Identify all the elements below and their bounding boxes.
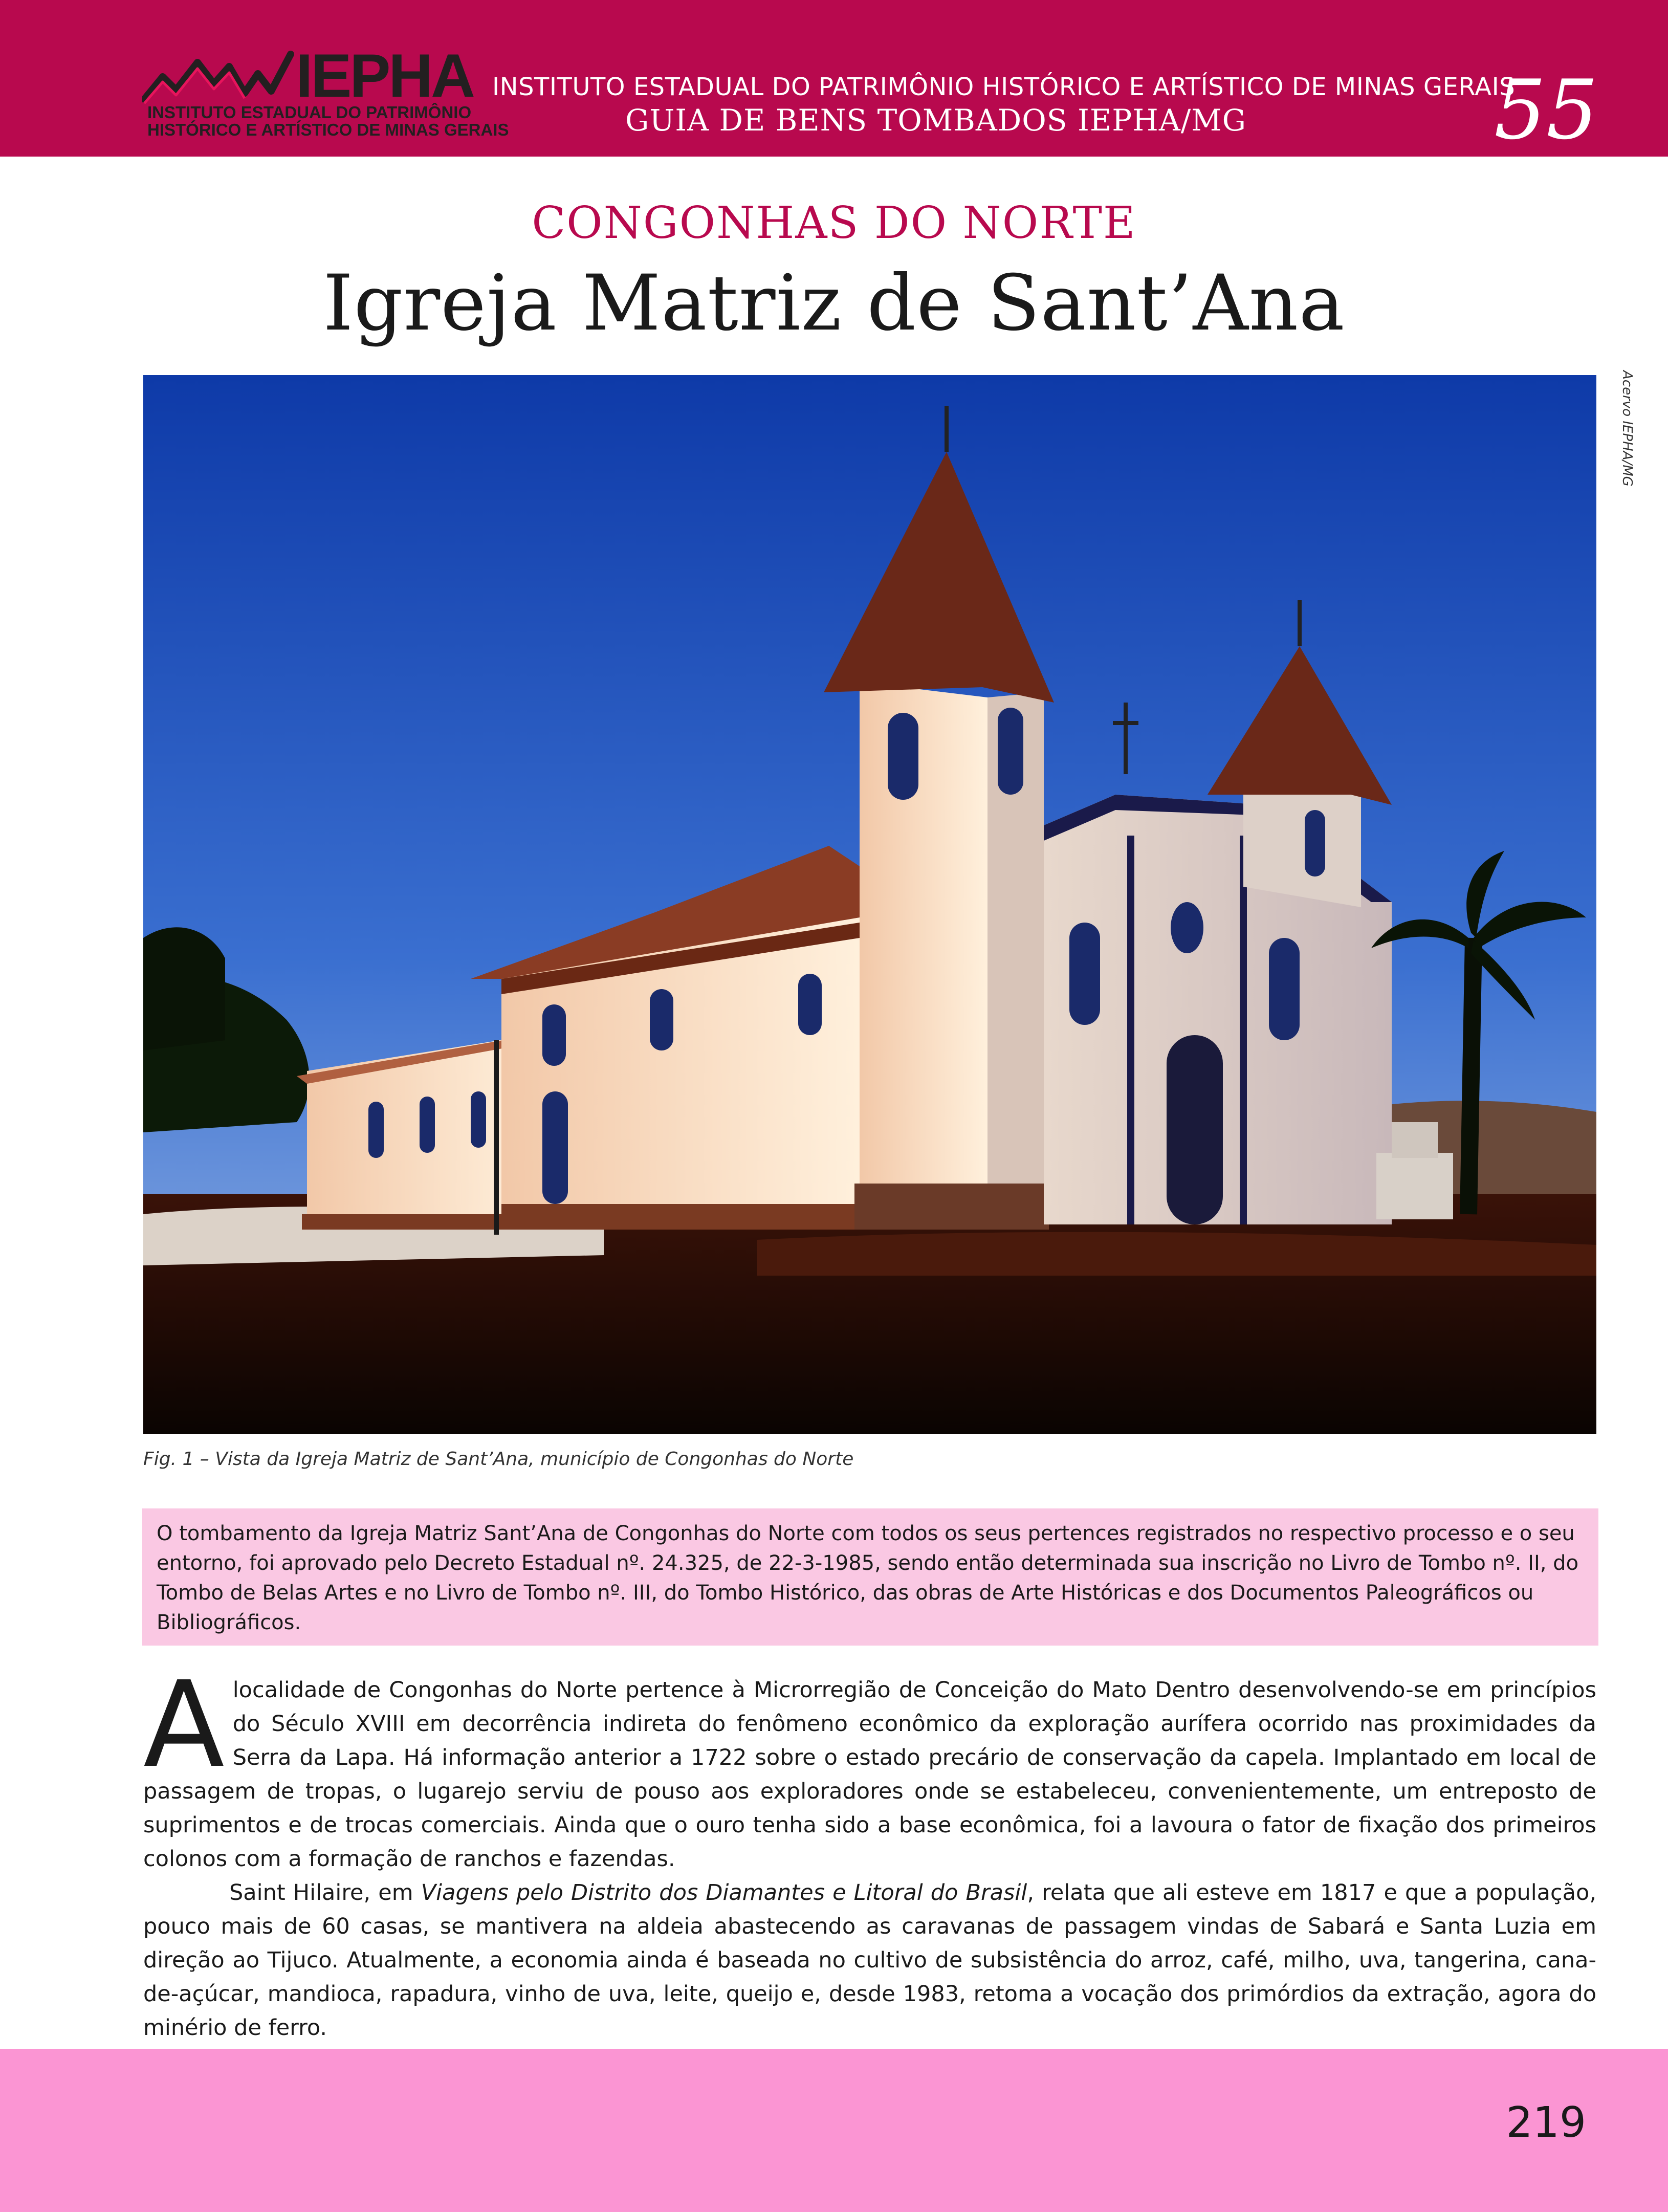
article-body: [143, 1656, 1597, 2045]
book-title: Viagens pelo Distrito dos Diamantes e Litoral do Brasil: [421, 1880, 1027, 1906]
paragraph-1: [143, 1656, 1596, 1876]
monument-title: Igreja Matriz de Sant’Ana: [323, 259, 1345, 348]
paragraph-1-text: localidade de Congonhas do Norte pertence à Microrregião de Conceição do Mato Dentro desenvolvendo-se em princípios do Século XVIII em decorrência indireta do fenômeno econômico da exploração aurífera ocorrido nas proximidades da Serra da Lapa. Há informação anterior a 1722 sobre o estado precário de conservação da capela. Implantado em local de passagem de tropas, o lugarejo serviu de pouso aos exploradores onde se estabeleceu, convenientemente, um entreposto de suprimentos e de trocas comerciais. Ainda que o ouro tenha sido a base econômica, foi a lavoura o fator de fixação dos primeiros colonos com a formação de ranchos e fazendas.: [143, 1677, 1596, 1872]
photo-caption: Fig. 1 – Vista da Igreja Matriz de Sant’Ana, município de Congonhas do Norte: [143, 1449, 854, 1470]
church-photo-illustration: [143, 375, 1596, 1434]
church-photo: [143, 375, 1596, 1434]
paragraph-2: [143, 1876, 1596, 2045]
drop-cap: A: [143, 1656, 225, 1794]
registration-note-box: [142, 1508, 1598, 1646]
page-number: 219: [1506, 2098, 1586, 2147]
logo-wordmark: IEPHA: [296, 41, 473, 110]
logo-subtitle-line1: INSTITUTO ESTADUAL DO PATRIMÔNIO: [147, 103, 472, 122]
city-title: CONGONHAS DO NORTE: [532, 198, 1136, 249]
logo-subtitle-line2: HISTÓRICO E ARTÍSTICO DE MINAS GERAIS: [147, 120, 509, 139]
institute-name: INSTITUTO ESTADUAL DO PATRIMÔNIO HISTÓRICO E ARTÍSTICO DE MINAS GERAIS: [492, 73, 1516, 101]
photo-credit: Acervo IEPHA/MG: [1619, 370, 1635, 487]
iepha-logo: [142, 41, 509, 141]
header-band: [0, 0, 1668, 157]
chapter-number: 55: [1494, 62, 1598, 158]
footer-band: [0, 2049, 1668, 2212]
registration-note-text: O tombamento da Igreja Matriz Sant’Ana de Congonhas do Norte com todos os seus pertences registrados no respectivo processo e o seu entorno, foi aprovado pelo Decreto Estadual nº. 24.325, de 22-3-1985, sendo então determinada sua inscrição no Livro de Tombo nº. II, do Tombo de Belas Artes e no Livro de Tombo nº. III, do Tombo Histórico, das obras de Arte Históricas e dos Documentos Paleográficos ou Bibliográficos.: [157, 1522, 1579, 1634]
guide-title: GUIA DE BENS TOMBADOS IEPHA/MG: [625, 103, 1246, 138]
paragraph-2-start: Saint Hilaire, em: [229, 1880, 421, 1906]
paragraph-2-rest: , relata que ali esteve em 1817 e que a população, pouco mais de 60 casas, se mantivera na aldeia abastecendo as caravanas de passagem vindas de Sabará e Santa Luzia em direção ao Tijuco. Atualmente, a economia ainda é baseada no cultivo de subsistência do arroz, café, milho, uva, tangerina, cana-de-açúcar, mandioca, rapadura, vinho de uva, leite, queijo e, desde 1983, retoma a vocação dos primórdios da extração, agora do minério de ferro.: [143, 1880, 1597, 2041]
